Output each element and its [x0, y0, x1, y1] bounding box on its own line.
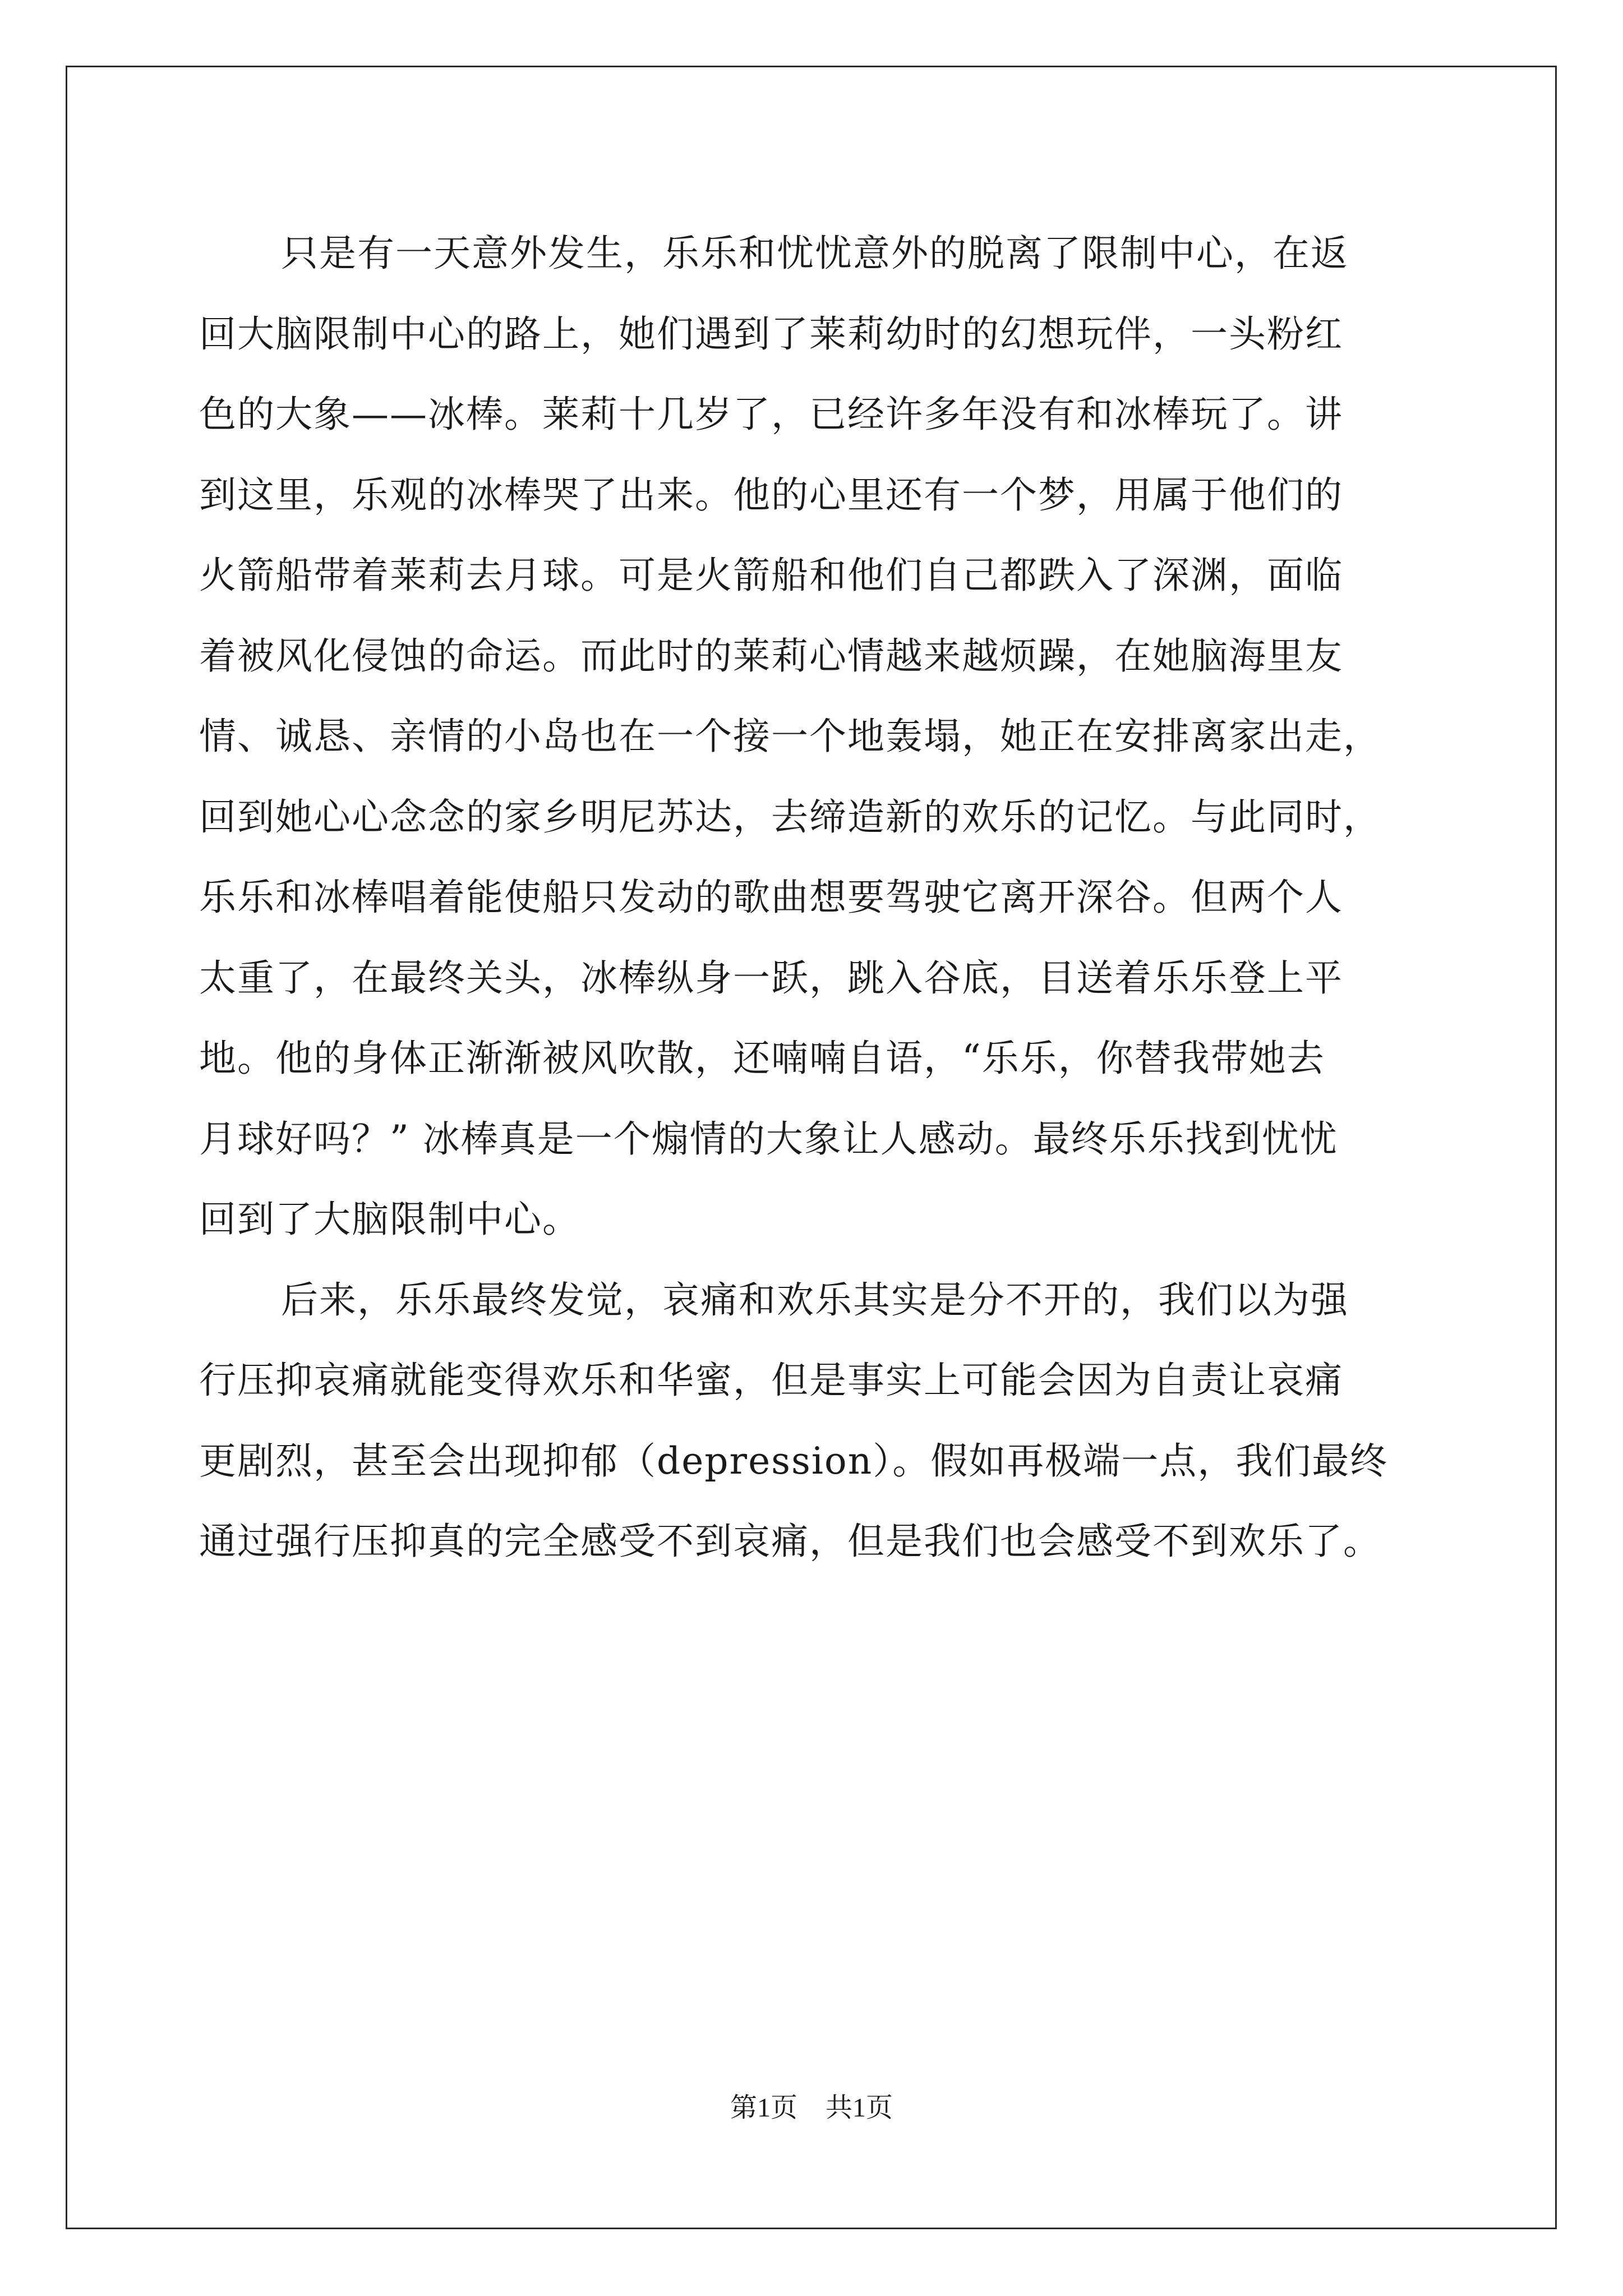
paragraph-2-line-3: 更剧烈，甚至会出现抑郁（depression）。假如再极端一点，我们最终 — [199, 1439, 1389, 1483]
paragraph-2-line-2: 行压抑哀痛就能变得欢乐和华蜜，但是事实上可能会因为自责让哀痛 — [199, 1359, 1343, 1402]
paragraph-2-line-4: 通过强行压抑真的完全感受不到哀痛，但是我们也会感受不到欢乐了。 — [199, 1520, 1381, 1563]
total-pages: 共1页 — [826, 2093, 893, 2123]
paragraph-1-line-3: 色的大象——冰棒。莱莉十几岁了，已经许多年没有和冰棒玩了。讲 — [199, 393, 1343, 436]
paragraph-1-line-2: 回大脑限制中心的路上，她们遇到了莱莉幼时的幻想玩伴，一头粉红 — [199, 312, 1343, 356]
paragraph-1-line-12: 月球好吗？” 冰棒真是一个煽情的大象让人感动。最终乐乐找到忧忧 — [199, 1117, 1338, 1161]
page-number: 第1页 — [730, 2093, 797, 2123]
page-footer — [0, 2086, 1623, 2124]
document-body — [199, 213, 1433, 1582]
paragraph-1-line-13: 回到了大脑限制中心。 — [199, 1198, 580, 1241]
paragraph-1-line-5: 火箭船带着莱莉去月球。可是火箭船和他们自己都跌入了深渊，面临 — [199, 554, 1343, 597]
paragraph-1-line-11: 地。他的身体正渐渐被风吹散，还喃喃自语，“乐乐，你替我带她去 — [199, 1037, 1325, 1080]
paragraph-1-line-6: 着被风化侵蚀的命运。而此时的莱莉心情越来越烦躁，在她脑海里友 — [199, 634, 1343, 678]
paragraph-1-line-10: 太重了，在最终关头，冰棒纵身一跃，跳入谷底，目送着乐乐登上平 — [199, 956, 1343, 1000]
paragraph-1-line-8: 回到她心心念念的家乡明尼苏达，去缔造新的欢乐的记忆。与此同时， — [199, 795, 1381, 839]
paragraph-1-line-4: 到这里，乐观的冰棒哭了出来。他的心里还有一个梦，用属于他们的 — [199, 473, 1343, 517]
paragraph-1-line-7: 情、诚恳、亲情的小岛也在一个接一个地轰塌，她正在安排离家出走， — [199, 715, 1381, 758]
paragraph-2-line-1: 后来，乐乐最终发觉，哀痛和欢乐其实是分不开的，我们以为强 — [281, 1278, 1349, 1322]
paragraph-1-line-1: 只是有一天意外发生，乐乐和忧忧意外的脱离了限制中心，在返 — [281, 232, 1349, 275]
paragraph-1-line-9: 乐乐和冰棒唱着能使船只发动的歌曲想要驾驶它离开深谷。但两个人 — [199, 876, 1343, 919]
